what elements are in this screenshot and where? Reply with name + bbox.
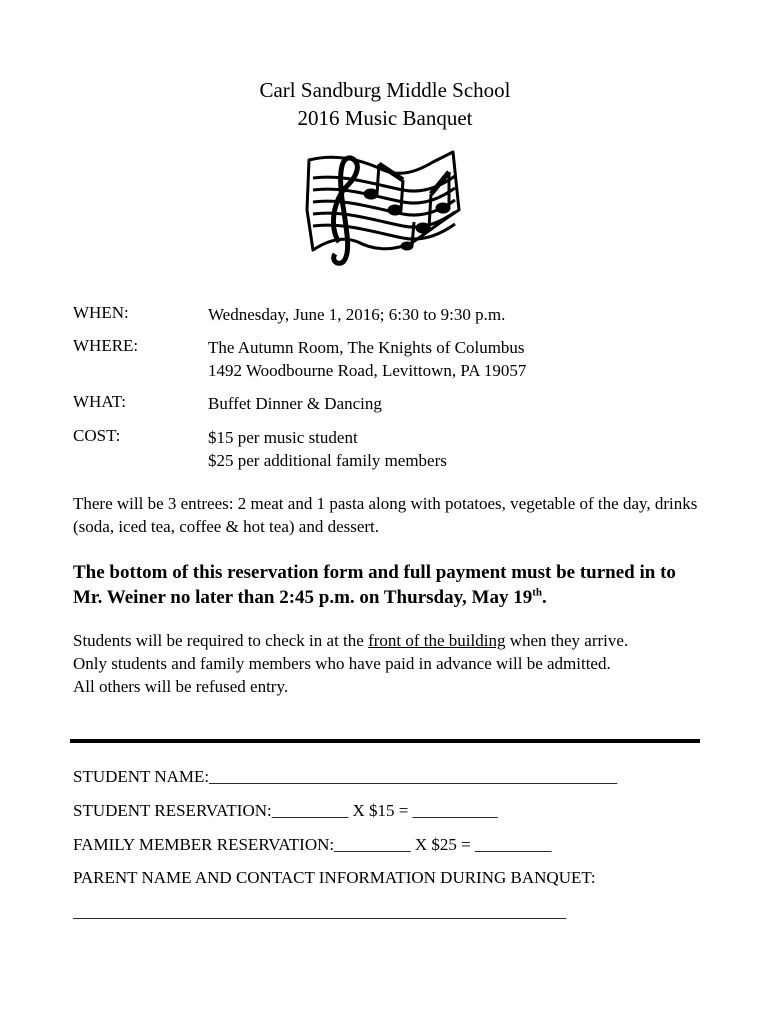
when-value: Wednesday, June 1, 2016; 6:30 to 9:30 p.m. [208, 305, 506, 324]
student-name-field[interactable]: STUDENT NAME:________________________________________________ [73, 767, 618, 786]
checkin-text-after: when they arrive. [505, 631, 629, 650]
cut-divider [70, 739, 700, 743]
student-reservation-field[interactable]: STUDENT RESERVATION:_________ X $15 = __________ [73, 801, 498, 820]
checkin-line1 [73, 629, 713, 652]
event-title: 2016 Music Banquet [297, 106, 473, 130]
deadline-notice [73, 560, 703, 610]
cost-value-line2: $25 per additional family members [208, 451, 447, 470]
when-label: WHEN: [73, 303, 129, 322]
parent-contact-label: PARENT NAME AND CONTACT INFORMATION DURING BANQUET: [73, 868, 596, 887]
deadline-text: The bottom of this reservation form and full payment must be turned in to Mr. Weiner no later than 2:45 p.m. on Thursday, May 19 [73, 562, 676, 608]
deadline-superscript: th [532, 586, 543, 599]
checkin-underlined-location: front of the building [368, 631, 506, 650]
deadline-end: . [542, 587, 547, 608]
checkin-paragraph [73, 629, 713, 698]
music-notes-icon [303, 150, 465, 268]
what-label: WHAT: [73, 392, 126, 411]
where-value-line2: 1492 Woodbourne Road, Levittown, PA 19057 [208, 361, 527, 380]
where-value-line1: The Autumn Room, The Knights of Columbus [208, 338, 525, 357]
where-label: WHERE: [73, 336, 139, 355]
checkin-line2: Only students and family members who have paid in advance will be admitted. [73, 654, 611, 673]
checkin-text-before: Students will be required to check in at the [73, 631, 369, 650]
family-reservation-field[interactable]: FAMILY MEMBER RESERVATION:_________ X $25 = _________ [73, 835, 552, 854]
cost-label: COST: [73, 426, 121, 445]
cost-value-line1: $15 per music student [208, 428, 358, 447]
menu-paragraph: There will be 3 entrees: 2 meat and 1 pasta along with potatoes, vegetable of the day, drinks (soda, iced tea, coffee & hot tea) and dessert. [73, 494, 698, 536]
checkin-line3: All others will be refused entry. [73, 677, 289, 696]
what-value: Buffet Dinner & Dancing [208, 394, 382, 413]
school-name: Carl Sandburg Middle School [259, 78, 511, 102]
parent-contact-field[interactable]: __________________________________________________________ [73, 902, 566, 921]
